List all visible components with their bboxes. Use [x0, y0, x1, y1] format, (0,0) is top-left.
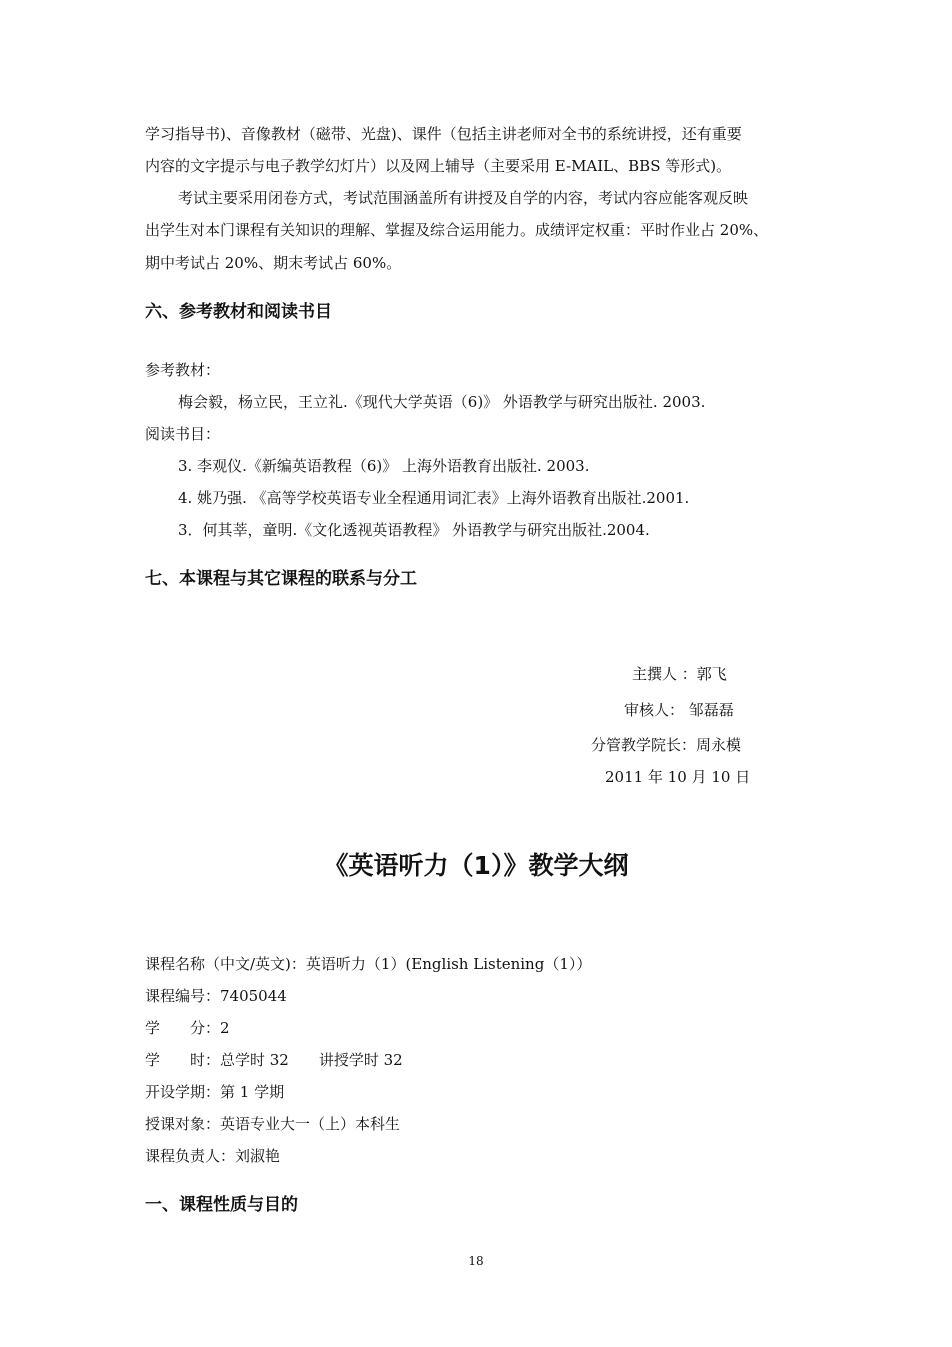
page-number: 18: [468, 1254, 484, 1268]
reading-label: 阅读书目：: [145, 425, 221, 443]
reading-entry: 4. 姚乃强. 《高等学校英语专业全程通用词汇表》上海外语教育出版社.2001.: [178, 489, 690, 507]
course-name: 课程名称（中文/英文)：英语听力（1）(English Listening（1））: [145, 955, 592, 973]
exam-paragraph-line: 出学生对本门课程有关知识的理解、掌握及综合运用能力。成绩评定权重：平时作业占 20%、: [145, 221, 769, 239]
course-semester: 开设学期：第 1 学期: [145, 1083, 285, 1101]
section-heading-relations: 七、本课程与其它课程的联系与分工: [145, 569, 417, 589]
exam-paragraph-line: 考试主要采用闭卷方式，考试范围涵盖所有讲授及自学的内容，考试内容应能客观反映: [178, 189, 749, 207]
course-audience: 授课对象：英语专业大一（上）本科生: [145, 1115, 401, 1133]
course-credits: 学 分：2: [145, 1019, 230, 1037]
syllabus-title: 《英语听力（1）》教学大纲: [323, 851, 629, 880]
reading-entry: 3. 李观仪.《新编英语教程（6)》 上海外语教育出版社. 2003.: [178, 457, 590, 475]
course-code: 课程编号：7405044: [145, 987, 287, 1005]
signature-dean: 分管教学院长：周永模: [591, 736, 742, 754]
textbook-label: 参考教材：: [145, 361, 221, 379]
reading-entry: 3．何其莘，童明.《文化透视英语教程》 外语教学与研究出版社.2004.: [178, 521, 650, 539]
course-hours: 学 时：总学时 32 讲授学时 32: [145, 1051, 403, 1069]
course-instructor: 课程负责人：刘淑艳: [145, 1147, 281, 1165]
textbook-entry: 梅会毅，杨立民，王立礼.《现代大学英语（6)》 外语教学与研究出版社. 2003.: [178, 393, 706, 411]
signature-reviewer: 审核人： 邹磊磊: [624, 701, 734, 719]
section-heading-nature: 一、课程性质与目的: [145, 1195, 298, 1215]
signature-author: 主撰人 ：郭飞: [632, 665, 727, 683]
section-heading-references: 六、参考教材和阅读书目: [145, 302, 332, 322]
intro-paragraph-line: 学习指导书)、音像教材（磁带、光盘)、课件（包括主讲老师对全书的系统讲授，还有重要: [145, 125, 742, 143]
exam-paragraph-line: 期中考试占 20%、期末考试占 60%。: [145, 254, 402, 272]
signature-date: 2011 年 10 月 10 日: [605, 768, 751, 786]
intro-paragraph-line: 内容的文字提示与电子教学幻灯片）以及网上辅导（主要采用 E-MAIL、BBS 等形式)。: [145, 157, 732, 175]
